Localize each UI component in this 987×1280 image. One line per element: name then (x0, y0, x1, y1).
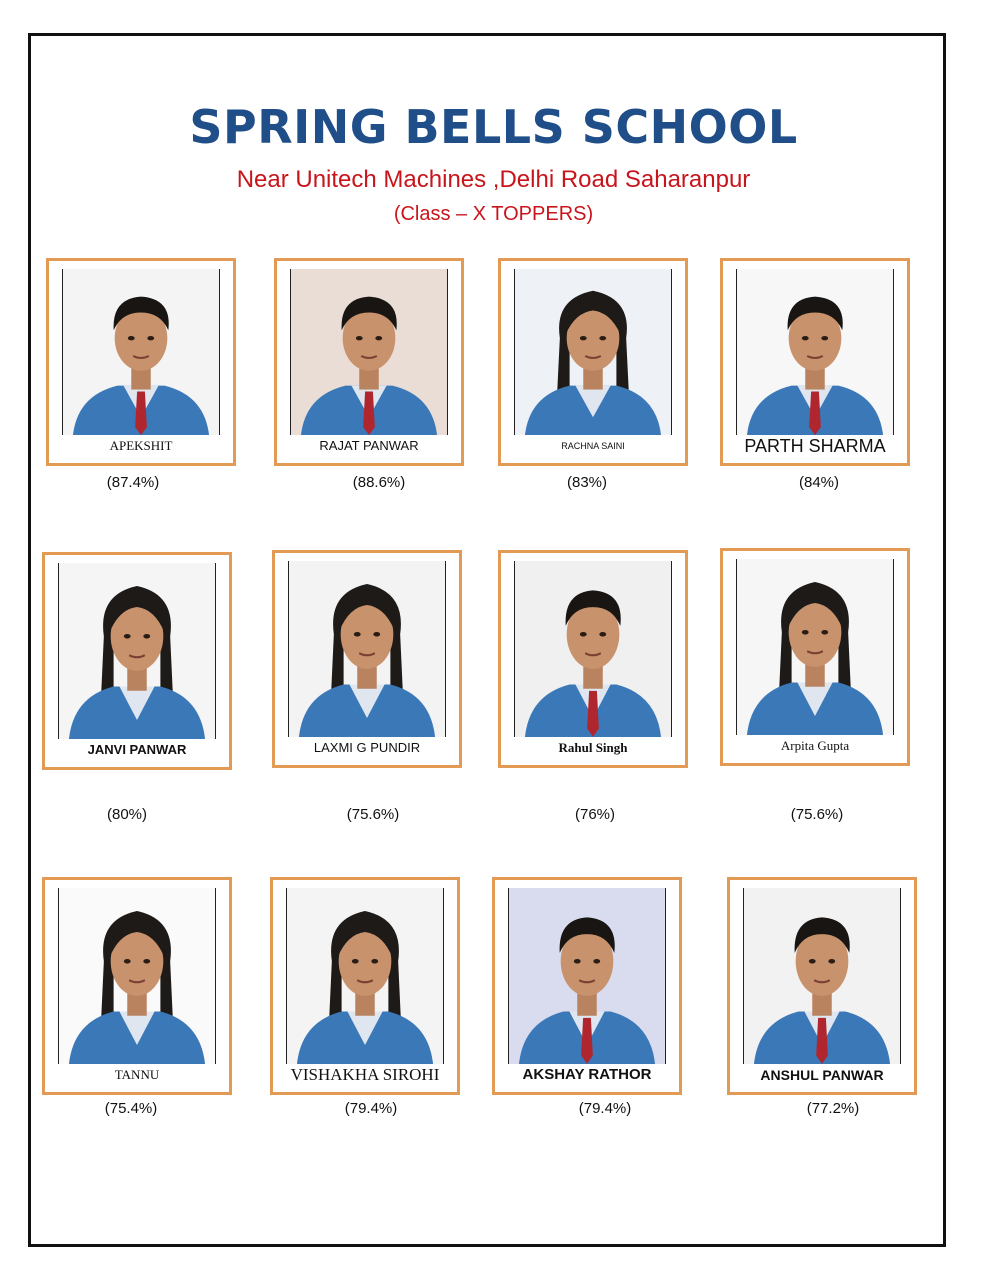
topper-card (492, 877, 682, 1095)
student-photo (736, 269, 894, 437)
topper-card (720, 258, 910, 466)
topper-card (274, 258, 464, 466)
class-subtitle: (Class – X TOPPERS) (393, 203, 594, 225)
student-photo (514, 269, 672, 437)
student-name: RAJAT PANWAR (290, 435, 448, 457)
topper-card (498, 550, 688, 768)
topper-card (720, 548, 910, 766)
student-percent: (84%) (798, 474, 839, 491)
student-percent: (75.6%) (790, 806, 844, 823)
student-photo (58, 563, 216, 741)
student-photo (286, 888, 444, 1066)
student-percent: (80%) (106, 806, 147, 823)
student-percent: (79.4%) (344, 1100, 398, 1117)
student-name: VISHAKHA SIROHI (286, 1064, 444, 1086)
student-photo (743, 888, 901, 1066)
student-name: ANSHUL PANWAR (743, 1064, 901, 1086)
topper-card (498, 258, 688, 466)
student-name: RACHNA SAINI (514, 435, 672, 457)
topper-card (42, 552, 232, 770)
student-name: AKSHAY RATHOR (508, 1064, 666, 1086)
student-photo (514, 561, 672, 739)
topper-card (42, 877, 232, 1095)
student-photo (508, 888, 666, 1066)
student-name: PARTH SHARMA (736, 435, 894, 457)
student-photo (290, 269, 448, 437)
student-name: LAXMI G PUNDIR (288, 737, 446, 759)
student-percent: (77.2%) (806, 1100, 860, 1117)
student-photo (58, 888, 216, 1066)
student-name: JANVI PANWAR (58, 739, 216, 761)
school-name: SPRING BELLS SCHOOL (189, 100, 798, 154)
topper-card (46, 258, 236, 466)
student-name: Rahul Singh (514, 737, 672, 759)
student-photo (288, 561, 446, 739)
student-name: TANNU (58, 1064, 216, 1086)
school-address: Near Unitech Machines ,Delhi Road Saharanpur (236, 166, 751, 193)
student-percent: (87.4%) (106, 474, 160, 491)
topper-card (270, 877, 460, 1095)
topper-card (727, 877, 917, 1095)
student-percent: (75.4%) (104, 1100, 158, 1117)
student-photo (736, 559, 894, 737)
student-percent: (88.6%) (352, 474, 406, 491)
student-percent: (83%) (566, 474, 607, 491)
student-name: Arpita Gupta (736, 735, 894, 757)
student-percent: (75.6%) (346, 806, 400, 823)
topper-card (272, 550, 462, 768)
student-name: APEKSHIT (62, 435, 220, 457)
student-percent: (76%) (574, 806, 615, 823)
student-photo (62, 269, 220, 437)
student-percent: (79.4%) (578, 1100, 632, 1117)
